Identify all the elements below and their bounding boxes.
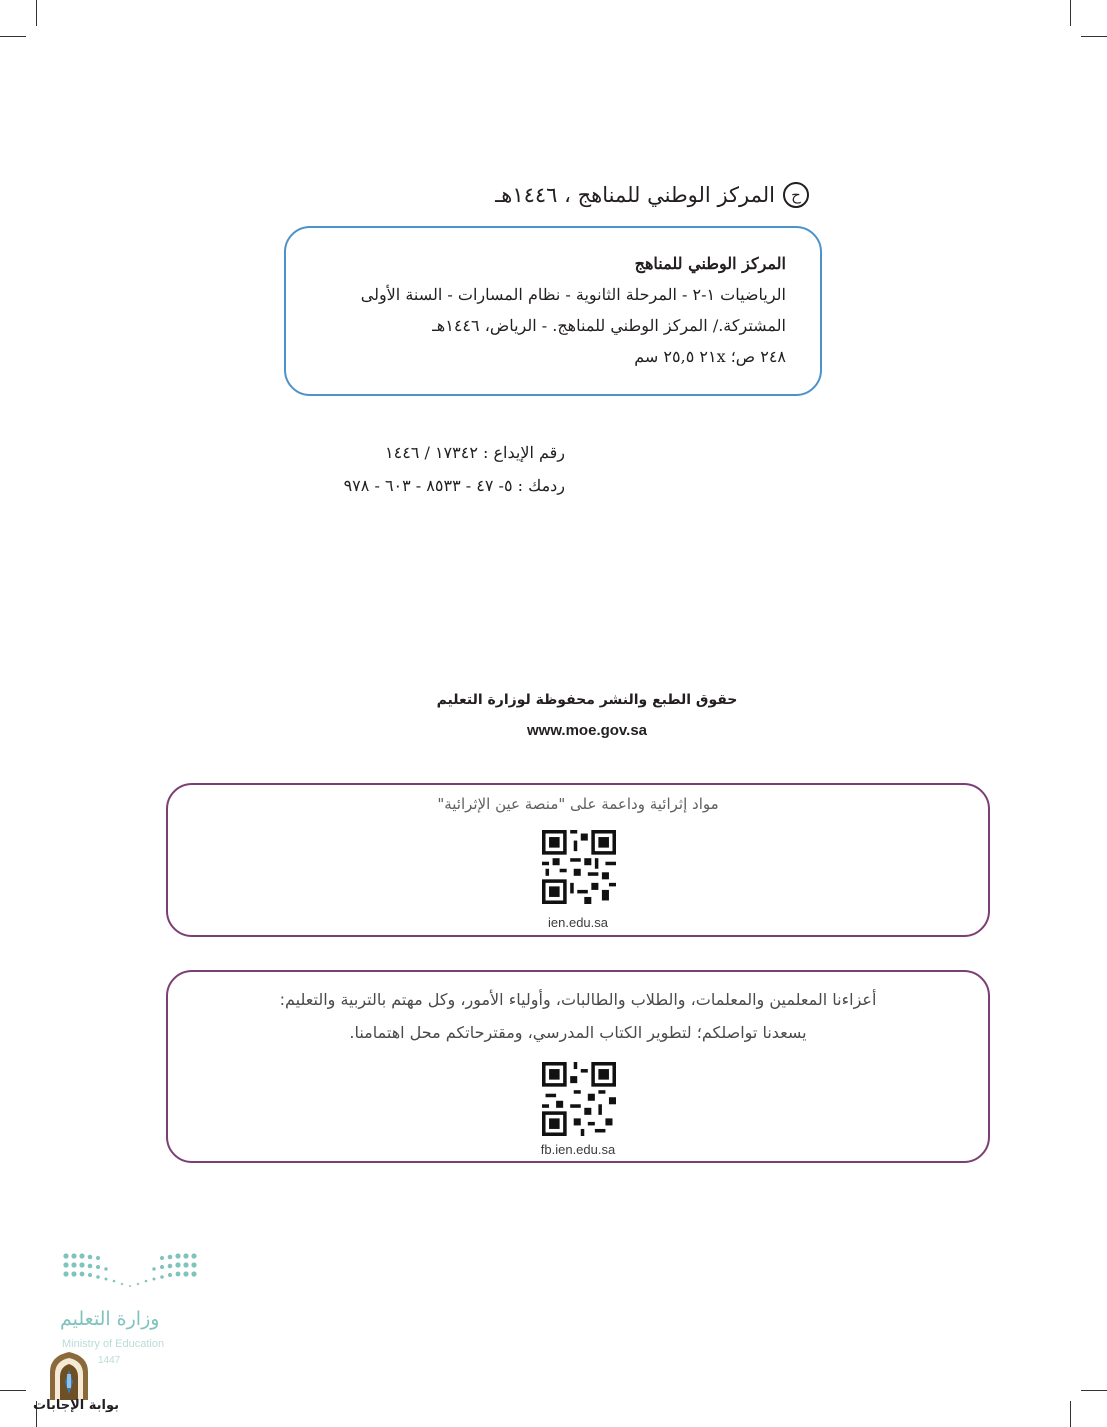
ministry-name-english: Ministry of Education bbox=[62, 1338, 165, 1350]
deposit-number: رقم الإيداع : ١٧٣٤٢ / ١٤٤٦ bbox=[385, 443, 565, 462]
isbn: ردمك : ٥- ٤٧ - ٨٥٣٣ - ٦٠٣ - ٩٧٨ bbox=[343, 476, 565, 495]
crop-mark bbox=[1070, 1401, 1071, 1427]
qr-code-icon[interactable] bbox=[542, 1062, 616, 1136]
feedback-line: أعزاءنا المعلمين والمعلمات، والطلاب والطالبات، وأولياء الأمور، وكل مهتم بالتربية والتعليم: bbox=[279, 990, 877, 1009]
catalog-line: الرياضيات ١-٢ - المرحلة الثانوية - نظام المسارات - السنة الأولى bbox=[360, 285, 786, 304]
copyright-line bbox=[495, 182, 809, 208]
catalog-line: المشتركة./ المركز الوطني للمناهج. - الرياض، ١٤٤٦هـ bbox=[432, 316, 786, 335]
website-link[interactable]: www.moe.gov.sa bbox=[526, 722, 648, 739]
crop-mark bbox=[36, 0, 37, 26]
feedback-line: يسعدنا تواصلكم؛ لتطوير الكتاب المدرسي، ومقترحاتكم محل اهتمامنا. bbox=[349, 1023, 807, 1042]
catalog-heading: المركز الوطني للمناهج bbox=[634, 254, 786, 273]
watermark-label: بوابة الإجابات bbox=[33, 1398, 119, 1413]
crop-mark bbox=[1070, 0, 1071, 26]
ministry-logo-icon bbox=[58, 1248, 208, 1298]
enrichment-box bbox=[166, 783, 990, 937]
crop-mark bbox=[1081, 36, 1107, 37]
catalog-record-box bbox=[284, 226, 822, 396]
crop-mark bbox=[0, 1390, 26, 1391]
copyright-symbol: ح bbox=[783, 182, 809, 208]
crop-mark bbox=[1081, 1390, 1107, 1391]
rights-statement: حقوق الطبع والنشر محفوظة لوزارة التعليم bbox=[436, 692, 738, 708]
copyright-text: المركز الوطني للمناهج ، ١٤٤٦هـ bbox=[495, 183, 775, 207]
catalog-line: ٢٤٨ ص؛ ٢١x ٢٥,٥ سم bbox=[634, 347, 786, 366]
qr-url[interactable]: ien.edu.sa bbox=[548, 915, 608, 930]
crop-mark bbox=[0, 36, 26, 37]
legal-info bbox=[344, 436, 565, 502]
feedback-box bbox=[166, 970, 990, 1163]
qr-code-icon[interactable] bbox=[542, 830, 616, 904]
gateway-arch-icon bbox=[46, 1350, 92, 1402]
enrichment-text: مواد إثرائية وداعمة على "منصة عين الإثرائية" bbox=[437, 795, 719, 813]
ministry-name-arabic: وزارة التعليم bbox=[60, 1308, 160, 1330]
qr-url[interactable]: fb.ien.edu.sa bbox=[540, 1142, 616, 1157]
ministry-year: 1447 bbox=[98, 1355, 121, 1366]
